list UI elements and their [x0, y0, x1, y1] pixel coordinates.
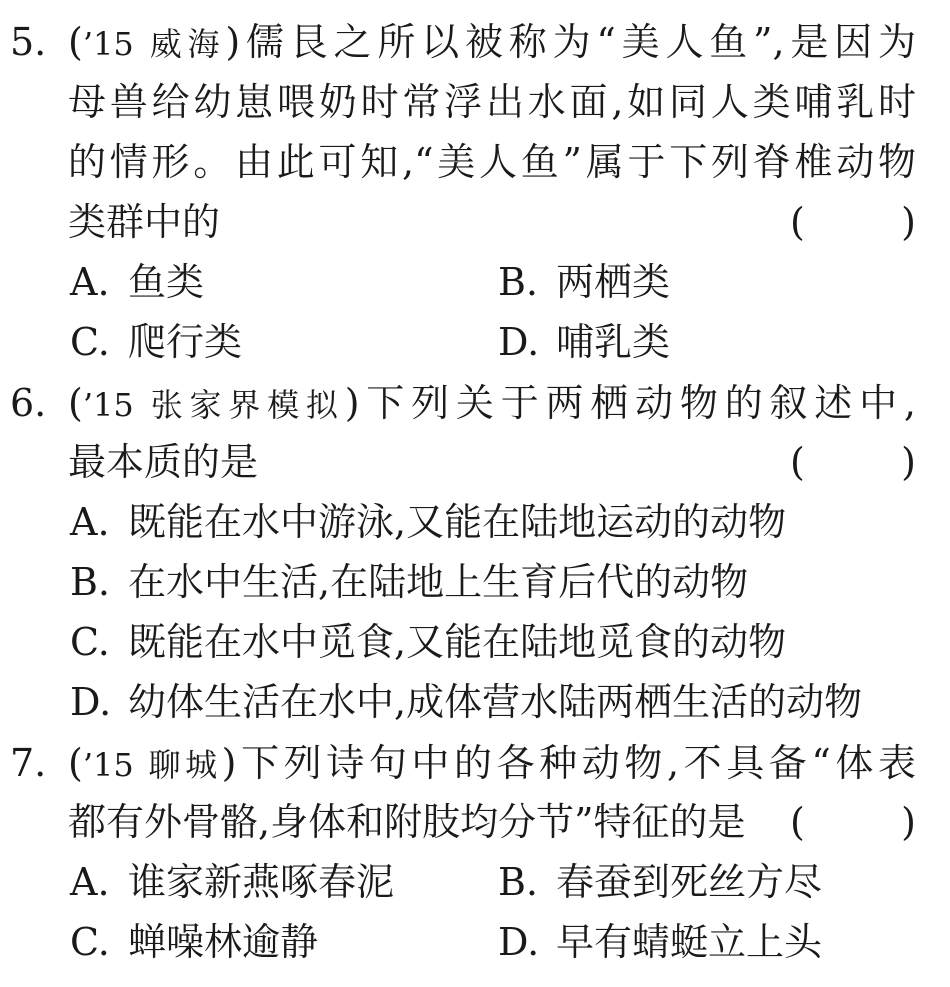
question-number: 7. [10, 741, 47, 785]
question-source: ’15 威海 [82, 25, 226, 63]
option-text: 谁家新燕啄春泥 [128, 860, 395, 904]
option-letter: C. [70, 620, 110, 664]
option-c[interactable] [70, 612, 786, 672]
option-d[interactable] [70, 672, 862, 732]
option-letter: D. [498, 320, 540, 364]
answer-blank[interactable]: ( ) [790, 440, 916, 484]
option-d[interactable] [498, 312, 670, 372]
option-letter: A. [70, 500, 110, 544]
option-text: 既能在水中游泳,又能在陆地运动的动物 [128, 500, 787, 544]
option-text: 两栖类 [556, 260, 671, 304]
option-letter: B. [70, 560, 111, 604]
question-stem: 最本质的是 [68, 440, 259, 484]
option-a[interactable] [70, 252, 204, 312]
option-b[interactable] [498, 252, 670, 312]
question-stem: (’15 张家界模拟)下列关于两栖动物的叙述中, [68, 381, 916, 425]
option-letter: B. [498, 260, 539, 304]
option-letter: C. [70, 320, 110, 364]
question-stem: 的情形。由此可知,“美人鱼”属于下列脊椎动物 [68, 140, 916, 184]
option-text: 爬行类 [128, 320, 243, 364]
option-text: 哺乳类 [556, 320, 671, 364]
question-stem: 母兽给幼崽喂奶时常浮出水面,如同人类哺乳时 [68, 80, 916, 124]
question-number: 5. [10, 20, 47, 64]
option-a[interactable] [70, 852, 394, 912]
answer-blank[interactable]: ( ) [790, 200, 916, 244]
option-d[interactable] [498, 912, 822, 972]
option-text: 在水中生活,在陆地上生育后代的动物 [128, 560, 749, 604]
option-letter: C. [70, 920, 110, 964]
option-letter: B. [498, 860, 539, 904]
option-text: 蝉噪林逾静 [128, 920, 319, 964]
option-a[interactable] [70, 492, 786, 552]
option-b[interactable] [70, 552, 748, 612]
question-source: ’15 聊城 [82, 746, 222, 784]
option-letter: D. [498, 920, 540, 964]
question-number: 6. [10, 381, 47, 425]
option-letter: D. [70, 680, 112, 724]
option-c[interactable] [70, 312, 242, 372]
option-c[interactable] [70, 912, 318, 972]
question-stem: 类群中的 [68, 200, 221, 244]
option-b[interactable] [498, 852, 822, 912]
option-text: 早有蜻蜓立上头 [556, 920, 823, 964]
question-stem: (’15 聊城)下列诗句中的各种动物,不具备“体表 [68, 741, 916, 785]
option-letter: A. [70, 260, 110, 304]
option-text: 春蚕到死丝方尽 [556, 860, 823, 904]
question-source: ’15 张家界模拟 [82, 386, 345, 424]
option-letter: A. [70, 860, 110, 904]
answer-blank[interactable]: ( ) [790, 800, 916, 844]
question-stem: (’15 威海)儒艮之所以被称为“美人鱼”,是因为 [68, 20, 916, 64]
option-text: 鱼类 [128, 260, 205, 304]
option-text: 既能在水中觅食,又能在陆地觅食的动物 [128, 620, 787, 664]
question-stem: 都有外骨骼,身体和附肢均分节”特征的是 [68, 800, 746, 844]
option-text: 幼体生活在水中,成体营水陆两栖生活的动物 [128, 680, 863, 724]
